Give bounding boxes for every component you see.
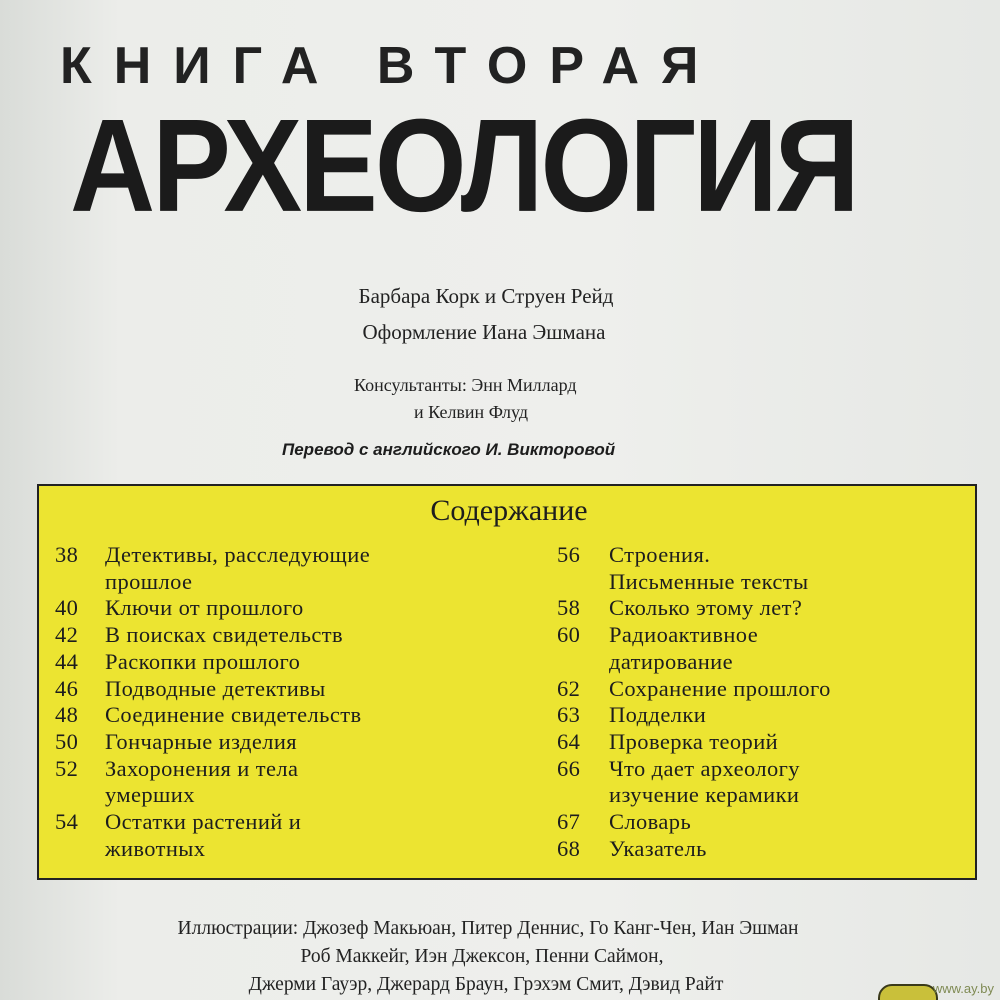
- consultants-line-2: и Келвин Флуд: [414, 402, 529, 422]
- contents-entry: [55, 809, 535, 862]
- page-number: 60: [557, 622, 581, 648]
- chapter-title: Раскопки прошлого: [105, 648, 301, 674]
- decorative-badge: [878, 984, 938, 1000]
- chapter-title: Ключи от прошлого: [105, 595, 304, 621]
- page-number: 64: [557, 728, 581, 754]
- translation-credit: Перевод с английского И. Викторовой: [282, 440, 616, 459]
- page-number: 52: [55, 755, 79, 781]
- chapter-title: Проверка теорий: [609, 728, 779, 754]
- chapter-title: В поисках свидетельств: [105, 622, 344, 648]
- contents-right-column: [557, 542, 967, 862]
- chapter-title: Соединение свидетельств: [105, 702, 362, 728]
- page-number: 62: [557, 675, 581, 701]
- contents-entry: [557, 622, 967, 675]
- page-number: 40: [55, 595, 79, 621]
- illustrators-line-3: Джерми Гауэр, Джерард Браун, Грэхэм Смит, Дэвид Райт: [248, 974, 724, 995]
- page-number: 42: [55, 622, 79, 648]
- chapter-title: Детективы, расследующие прошлое: [105, 542, 371, 594]
- book-title: АРХЕОЛОГИЯ: [70, 92, 857, 240]
- chapter-title: Гончарные изделия: [105, 728, 298, 754]
- contents-entry: [55, 729, 535, 756]
- chapter-title: Радиоактивное датирование: [609, 622, 759, 674]
- page-number: 67: [557, 809, 581, 835]
- contents-entry: [55, 622, 535, 649]
- book-kicker: КНИГА ВТОРАЯ: [60, 37, 721, 95]
- page-number: 56: [557, 542, 581, 567]
- contents-entry: [557, 756, 967, 809]
- contents-entry: [557, 836, 967, 863]
- contents-entry: [557, 595, 967, 622]
- contents-entry: [55, 756, 535, 809]
- contents-entry: [55, 542, 535, 595]
- contents-entry: [557, 729, 967, 756]
- chapter-title: Подделки: [609, 702, 707, 728]
- chapter-title: Указатель: [609, 835, 707, 861]
- page-number: 66: [557, 755, 581, 781]
- illustrators-line-1: Иллюстрации: Джозеф Макьюан, Питер Деннис, Го Канг-Чен, Иан Эшман: [177, 918, 799, 939]
- page-number: 38: [55, 542, 79, 567]
- consultants: [354, 372, 577, 426]
- contents-entry: [557, 676, 967, 703]
- watermark: www.ay.by: [932, 981, 994, 996]
- page-number: 48: [55, 702, 79, 728]
- page-number: 58: [557, 595, 581, 621]
- page-number: 54: [55, 809, 79, 835]
- contents-left-column: [55, 542, 535, 862]
- contents-entry: [55, 649, 535, 676]
- chapter-title: Строения. Письменные тексты: [609, 542, 809, 594]
- chapter-title: Подводные детективы: [105, 675, 326, 701]
- chapter-title: Сохранение прошлого: [609, 675, 831, 701]
- design-credit: Оформление Иана Эшмана: [362, 320, 606, 344]
- page-number: 46: [55, 675, 79, 701]
- contents-entry: [55, 676, 535, 703]
- contents-entry: [557, 702, 967, 729]
- contents-entry: [557, 542, 967, 595]
- page-number: 44: [55, 648, 79, 674]
- authors-line: Барбара Корк и Струен Рейд: [358, 284, 614, 308]
- illustrators-line-2: Роб Маккейг, Иэн Джексон, Пенни Саймон,: [300, 946, 664, 967]
- chapter-title: Сколько этому лет?: [609, 595, 803, 621]
- page-number: 68: [557, 835, 581, 861]
- contents-entry: [55, 702, 535, 729]
- contents-box: [37, 484, 977, 880]
- page-number: 63: [557, 702, 581, 728]
- chapter-title: Захоронения и тела умерших: [105, 755, 299, 808]
- consultants-line-1: Консультанты: Энн Миллард: [354, 375, 577, 395]
- contents-entry: [557, 809, 967, 836]
- contents-entry: [55, 595, 535, 622]
- chapter-title: Словарь: [609, 809, 692, 835]
- contents-title: Содержание: [430, 494, 588, 527]
- chapter-title: Остатки растений и животных: [105, 809, 302, 861]
- chapter-title: Что дает археологу изучение керамики: [609, 755, 800, 808]
- page-number: 50: [55, 728, 79, 754]
